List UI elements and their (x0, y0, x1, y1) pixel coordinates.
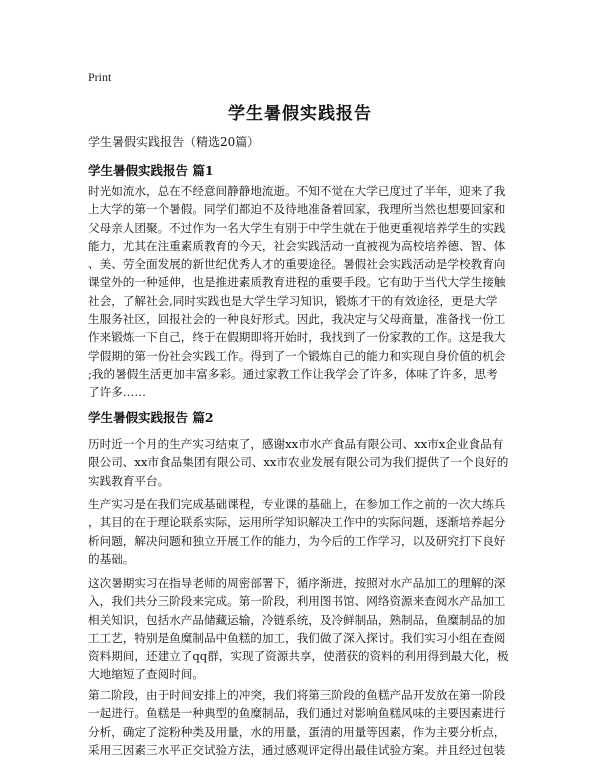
section-2-paragraph-4: 第二阶段，由于时间安排上的冲突，我们将第三阶段的鱼糕产品开发放在第一阶段 一起进行。鱼糕是一种典型的鱼糜制品，我们通过对影响鱼糕风味的主要因素进行 分析，确定了淀粉种类及用量，水的用量，蛋清的用量等因素，作为主要分析点， 采用三因素三水平正交试验方法，通过感观评定得出最佳试验方案。并且经过包装 (88, 688, 506, 757)
document-subtitle: 学生暑假实践报告（精选20篇） (88, 135, 260, 149)
section-2-paragraph-2: 生产实习是在我们完成基础课程，专业课的基础上，在参加工作之前的一次大练兵 ，其目的在于理论联系实际，运用所学知识解决工作中的实际问题，逐渐培养起分 析问题，解决问题和独立开展工作的能力，为今后的工作学习，以及研究打下良好 的基础。 (88, 497, 506, 566)
section-2-paragraph-3: 这次暑期实习在指导老师的周密部署下，循序渐进，按照对水产品加工的理解的深 入，我们共分三阶段来完成。第一阶段，利用图书馆、网络资源来查阅水产品加工 相关知识，包括水产品储藏运输，冷链系统，及冷鲜制品，熟制品，鱼糜制品的加 工工艺，特别是鱼糜制品中鱼糕的加工，我们做了深入探讨。我们实习小组在查阅 资料期间，还建立了qq群，实现了资源共享，使潜获的资料的利用得到最大化，极 大地缩短了查阅时间。 (88, 576, 509, 682)
section-2-paragraph-1: 历时近一个月的生产实习结束了，感谢xx市水产食品有限公司、xx市x企业食品有 限公司、xx市食品集团有限公司、xx市农业发展有限公司为我们提供了一个良好的 实践教育平台。 (88, 437, 509, 488)
section-heading-1: 学生暑假实践报告 篇1 (88, 163, 214, 178)
section-heading-2: 学生暑假实践报告 篇2 (88, 410, 214, 425)
print-link[interactable]: Print (88, 70, 112, 84)
document-title: 学生暑假实践报告 (228, 104, 372, 124)
section-1-paragraph-1: 时光如流水，总在不经意间静静地流逝。不知不觉在大学已度过了半年，迎来了我 上大学的第一个暑假。同学们都迫不及待地准备着回家，我理所当然也想要回家和 父母亲人团聚。不过作为一名大学生有别于中学生就在于他更重视培养学生的实践 能力，尤其在注重素质教育的今天，社会实践活动一直被视为高校培养德、智、体 、美、劳全面发展的新世纪优秀人才的重要途径。暑假社会实践活动是学校教育向 课堂外的一种延伸，也是推进素质教育进程的重要手段。它有助于当代大学生接触 社会，了解社会,同时实践也是大学生学习知识，锻炼才干的有效途径，更是大学 生服务社区，回报社会的一种良好形式。因此，我决定与父母商量，准备找一份工 作来锻炼一下自己，终于在假期即将开始时，我找到了一份家教的工作。这是我大 学假期的第一份社会实践工作。得到了一个锻炼自己的能力和实现自身价值的机会 ;我的暑假生活更加丰富多彩。通过家教工作让我学会了许多，体味了许多，思考 了许多…… (88, 184, 506, 400)
